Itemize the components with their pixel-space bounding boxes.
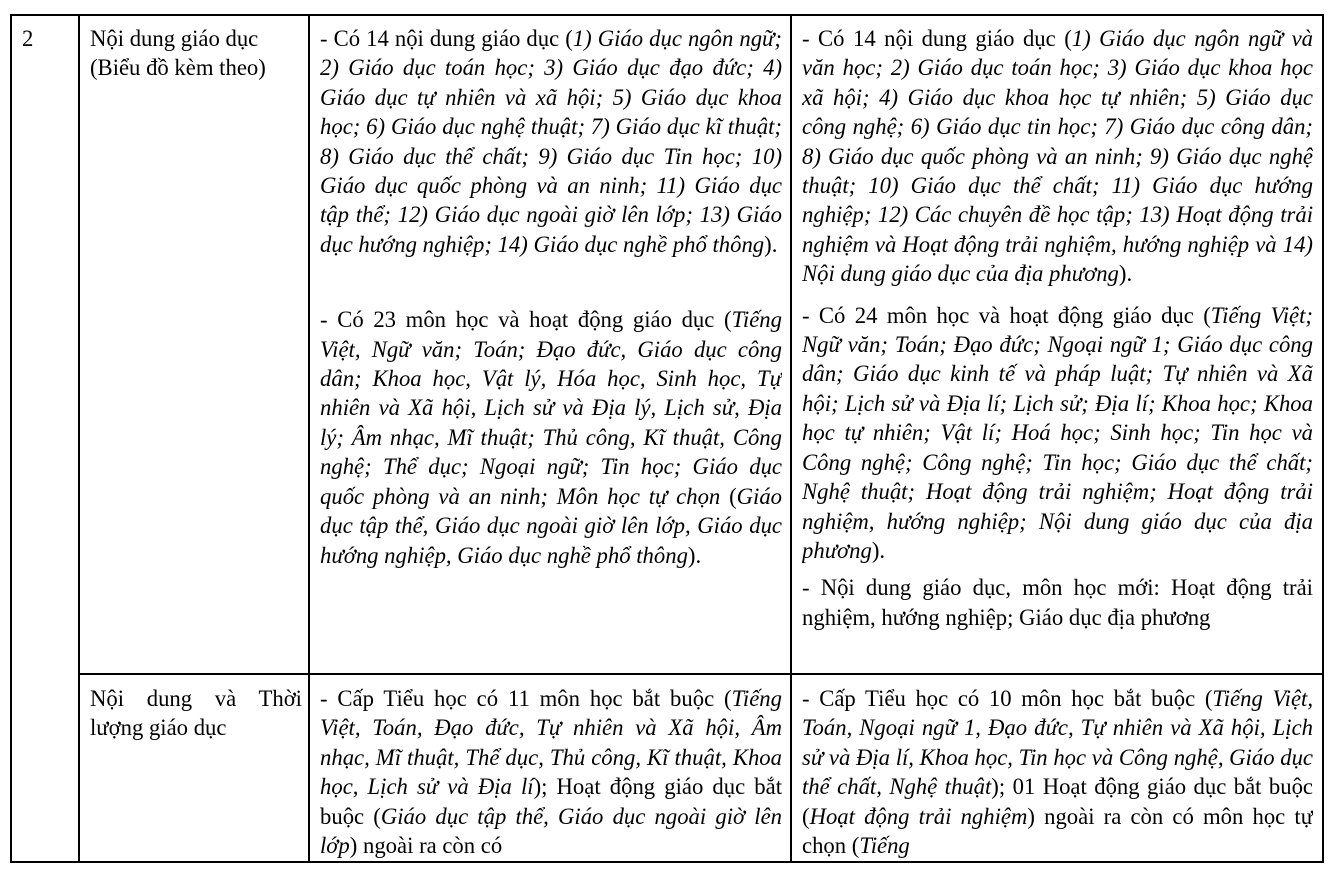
col-border-1 (78, 14, 80, 863)
col-border-2 (308, 14, 310, 863)
text-run: ). (764, 231, 778, 257)
col-border-left (10, 14, 12, 863)
text-run: ). (871, 537, 886, 563)
paragraph-gap (320, 259, 782, 305)
content-section-label (90, 24, 304, 83)
content-new-para3 (802, 573, 1313, 632)
text-run: - Cấp Tiểu học có 10 môn học bắt buộc ( (802, 686, 1213, 711)
text-run: ). (687, 542, 702, 568)
duration-section-label (90, 684, 302, 743)
duration-new-para1 (802, 684, 1313, 860)
italic-text-run: Giáo dục tập thể, Giáo dục ngoài giờ lên lớp, Giáo dục hướng nghiệp, Giáo dục nghề phổ thông (320, 483, 782, 568)
duration-label: Nội dung và Thời lượng giáo dục (90, 686, 302, 741)
content-new-cell (802, 24, 1313, 669)
table-bottom-border (10, 861, 1324, 863)
italic-text-run: Hoạt động trải nghiệm (809, 803, 1028, 829)
italic-text-run: Tiếng Việt; Ngữ văn; Toán; Đạo đức; Ngoại ngữ 1; Giáo dục công dân; Giáo dục kinh tế và pháp luật; Tự nhiên và Xã hội; Lịch sử và Địa lí; Lịch sử; Địa lí; Khoa học; Khoa học tự nhiên; Vật lí; Hoá học; Sinh học; Tin học và Công nghệ; Công nghệ; Tin học; Giáo dục thể chất; Nghệ thuật; Hoạt động trải nghiệm; Hoạt động trải nghiệm, hướng nghiệp; Nội dung giáo dục của địa phương (802, 302, 1313, 563)
content-label-line1: Nội dung giáo dục (90, 26, 259, 51)
duration-old-para1 (320, 684, 782, 860)
col-border-3 (790, 14, 792, 863)
text-run: - Nội dung giáo dục, môn học mới: Hoạt động trải nghiệm, hướng nghiệp; Giáo dục địa phương (802, 575, 1313, 630)
italic-text-run: 1) Giáo dục ngôn ngữ; 2) Giáo dục toán học; 3) Giáo dục đạo đức; 4) Giáo dục tự nhiên và xã hội; 5) Giáo dục khoa học; 6) Giáo dục nghệ thuật; 7) Giáo dục kĩ thuật; 8) Giáo dục thể chất; 9) Giáo dục Tin học; 10) Giáo dục quốc phòng và an ninh; 11) Giáo dục tập thể; 12) Giáo dục ngoài giờ lên lớp; 13) Giáo dục hướng nghiệp; 14) Giáo dục nghề phổ thông (320, 26, 782, 257)
italic-text-run: Tiếng (859, 833, 910, 859)
content-label-line2: (Biểu đồ kèm theo) (90, 55, 266, 81)
duration-old-cell (320, 684, 782, 860)
duration-new-cell (802, 684, 1313, 860)
text-run: ). (1118, 261, 1133, 287)
italic-text-run: Tiếng Việt, Ngữ văn; Toán; Đạo đức, Giáo dục công dân; Khoa học, Vật lý, Hóa học, Sinh học, Tự nhiên và Xã hội, Lịch sử và Địa lý, Lịch sử, Địa lý; Âm nhạc, Mĩ thuật; Thủ công, Kĩ thuật, Công nghệ; Thể dục; Ngoại ngữ; Tin học; Giáo dục quốc phòng và an ninh; Môn học tự chọn (320, 307, 782, 509)
text-run: - Có 14 nội dung giáo dục ( (802, 26, 1072, 51)
text-run: - Có 23 môn học và hoạt động giáo dục ( (320, 307, 732, 333)
content-new-para2 (802, 301, 1313, 566)
text-run: ) ngoài ra còn có (349, 833, 503, 859)
content-new-para1 (802, 24, 1313, 289)
row-number-text: 2 (22, 26, 34, 51)
italic-text-run: 1) Giáo dục ngôn ngữ và văn học; 2) Giáo dục toán học; 3) Giáo dục khoa học xã hội; 4) Giáo dục khoa học tự nhiên; 5) Giáo dục công nghệ; 6) Giáo dục tin học; 7) Giáo dục công dân; 8) Giáo dục quốc phòng và an ninh; 9) Giáo dục nghệ thuật; 10) Giáo dục thể chất; 11) Giáo dục hướng nghiệp; 12) Các chuyên đề học tập; 13) Hoạt động trải nghiệm và Hoạt động trải nghiệm, hướng nghiệp và 14) Nội dung giáo dục của địa phương (802, 26, 1313, 287)
text-run: ); 01 Hoạt động giáo dục bắt buộc ( (802, 774, 1313, 829)
content-old-cell (320, 24, 782, 669)
text-run: - Có 24 môn học và hoạt động giáo dục ( (802, 302, 1211, 328)
text-run: ( (720, 483, 737, 509)
row-divider (79, 673, 1324, 675)
italic-text-run: Tiếng Việt, Toán, Ngoại ngữ 1, Đạo đức, Tự nhiên và Xã hội, Lịch sử và Địa lí, Khoa học, Tin học và Công nghệ, Giáo dục thể chất, Nghệ thuật (802, 686, 1313, 800)
row-number (22, 24, 72, 53)
content-old-para1 (320, 24, 782, 259)
text-run: ); Hoạt động giáo dục bắt buộc ( (320, 774, 782, 829)
italic-text-run: Giáo dục tập thể, Giáo dục ngoài giờ lên lớp (320, 803, 782, 859)
content-old-para2 (320, 305, 782, 570)
italic-text-run: Tiếng Việt, Toán, Đạo đức, Tự nhiên và Xã hội, Âm nhạc, Mĩ thuật, Thể dục, Thủ công, Kĩ thuật, Khoa học, Lịch sử và Địa lí (320, 686, 782, 800)
table-top-border (10, 14, 1324, 16)
text-run: - Có 14 nội dung giáo dục ( (320, 26, 573, 51)
col-border-right (1322, 14, 1324, 863)
text-run: - Cấp Tiểu học có 11 môn học bắt buộc ( (320, 686, 732, 711)
text-run: ) ngoài ra còn có môn học tự chọn ( (802, 803, 1313, 859)
